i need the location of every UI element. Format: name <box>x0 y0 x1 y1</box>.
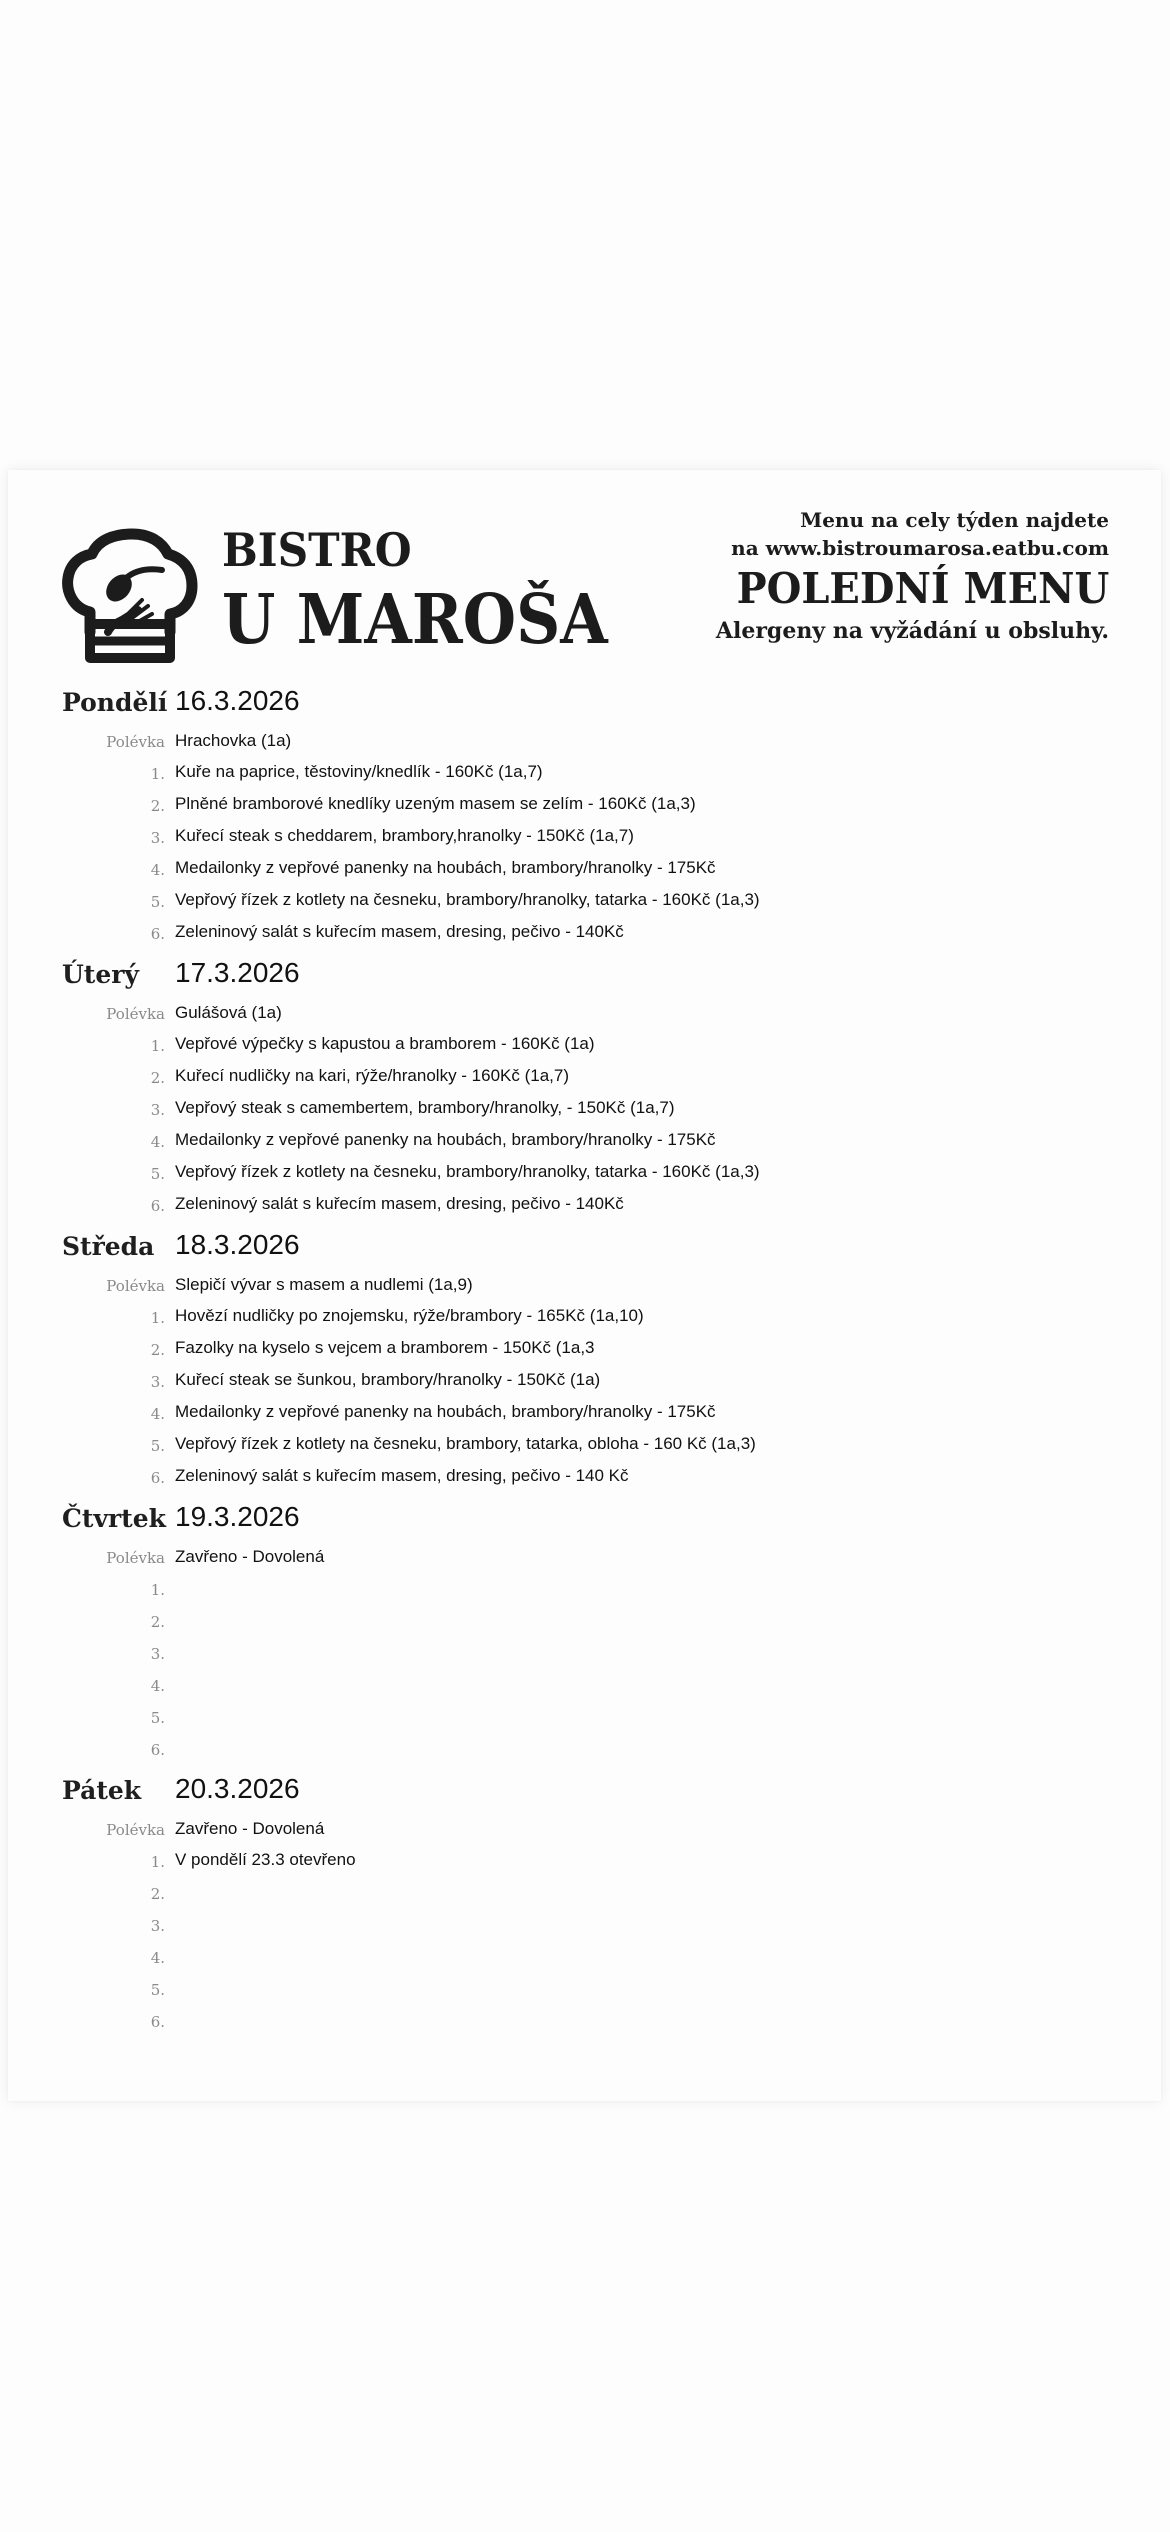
day-name: Pátek <box>62 1776 142 1805</box>
soup-label: Polévka <box>106 1821 165 1839</box>
day-name: Úterý <box>62 960 139 989</box>
item-number: 6. <box>150 925 165 943</box>
item-text: Zeleninový salát s kuřecím masem, dresing, pečivo - 140Kč <box>175 1194 624 1213</box>
day-date: 18.3.2026 <box>175 1229 300 1260</box>
brand-name <box>222 522 662 662</box>
soup-text: Hrachovka (1a) <box>175 731 292 750</box>
item-number: 3. <box>150 1645 165 1663</box>
item-number: 5. <box>150 893 165 911</box>
menu-item-row <box>8 855 1161 887</box>
day-name: Pondělí <box>62 688 168 717</box>
menu-item-row <box>8 1431 1161 1463</box>
menu-item-row <box>8 791 1161 823</box>
soup-text: Zavřeno - Dovolená <box>175 1819 325 1838</box>
soup-row <box>8 1544 1161 1576</box>
item-number: 6. <box>150 1741 165 1759</box>
menu-item-row <box>8 1703 1161 1735</box>
menu-item-row <box>8 1095 1161 1127</box>
item-number: 5. <box>150 1165 165 1183</box>
day-section-monday <box>8 684 1161 956</box>
soup-row <box>8 1816 1161 1848</box>
day-section-friday <box>8 1772 1161 2044</box>
menu-item-row <box>8 1879 1161 1911</box>
menu-item-row <box>8 1127 1161 1159</box>
item-number: 1. <box>150 1309 165 1327</box>
menu-item-row <box>8 1943 1161 1975</box>
item-text: Kuřecí steak s cheddarem, brambory,hranolky - 150Kč (1a,7) <box>175 826 634 845</box>
item-text: Zeleninový salát s kuřecím masem, dresing, pečivo - 140Kč <box>175 922 624 941</box>
item-number: 4. <box>150 861 165 879</box>
menu-item-row <box>8 2007 1161 2039</box>
item-text: Vepřový steak s camembertem, brambory/hranolky, - 150Kč (1a,7) <box>175 1098 675 1117</box>
item-number: 5. <box>150 1981 165 1999</box>
item-text: Hovězí nudličky po znojemsku, rýže/brambory - 165Kč (1a,10) <box>175 1306 644 1325</box>
menu-item-row <box>8 1607 1161 1639</box>
soup-label: Polévka <box>106 733 165 751</box>
item-text: Zeleninový salát s kuřecím masem, dresing, pečivo - 140 Kč <box>175 1466 629 1485</box>
item-number: 6. <box>150 1197 165 1215</box>
soup-text: Gulášová (1a) <box>175 1003 282 1022</box>
item-number: 2. <box>150 1885 165 1903</box>
weekly-menu-note: Menu na cely týden najdete <box>800 508 1109 532</box>
item-number: 3. <box>150 1917 165 1935</box>
menu-item-row <box>8 1735 1161 1767</box>
item-text: Kuře na paprice, těstoviny/knedlík - 160Kč (1a,7) <box>175 762 543 781</box>
day-section-tuesday <box>8 956 1161 1228</box>
item-number: 5. <box>150 1709 165 1727</box>
day-section-thursday <box>8 1500 1161 1772</box>
item-text: Plněné bramborové knedlíky uzeným masem se zelím - 160Kč (1a,3) <box>175 794 696 813</box>
item-number: 2. <box>150 1341 165 1359</box>
item-text: Kuřecí steak se šunkou, brambory/hranolky - 150Kč (1a) <box>175 1370 601 1389</box>
allergen-note: Alergeny na vyžádání u obsluhy. <box>715 618 1109 644</box>
item-number: 4. <box>150 1133 165 1151</box>
item-number: 1. <box>150 765 165 783</box>
menu-item-row <box>8 1031 1161 1063</box>
day-section-wednesday <box>8 1228 1161 1500</box>
day-date: 17.3.2026 <box>175 957 300 988</box>
menu-item-row <box>8 1191 1161 1223</box>
menu-item-row <box>8 1639 1161 1671</box>
menu-item-row <box>8 887 1161 919</box>
soup-row <box>8 1272 1161 1304</box>
item-number: 2. <box>150 797 165 815</box>
soup-row <box>8 728 1161 760</box>
website-link[interactable]: na www.bistroumarosa.eatbu.com <box>731 536 1109 560</box>
menu-item-row <box>8 1847 1161 1879</box>
menu-item-row <box>8 1671 1161 1703</box>
item-text: Vepřové výpečky s kapustou a bramborem - 160Kč (1a) <box>175 1034 595 1053</box>
menu-item-row <box>8 1159 1161 1191</box>
item-text: V pondělí 23.3 otevřeno <box>175 1850 356 1869</box>
menu-card <box>8 470 1161 2101</box>
item-text: Medailonky z vepřové panenky na houbách, brambory/hranolky - 175Kč <box>175 858 716 877</box>
item-number: 4. <box>150 1405 165 1423</box>
item-number: 6. <box>150 2013 165 2031</box>
soup-label: Polévka <box>106 1277 165 1295</box>
item-text: Vepřový řízek z kotlety na česneku, brambory, tatarka, obloha - 160 Kč (1a,3) <box>175 1434 756 1453</box>
page-title: POLEDNÍ MENU <box>736 564 1109 613</box>
item-number: 2. <box>150 1069 165 1087</box>
brand-logo <box>62 522 662 672</box>
menu-item-row <box>8 759 1161 791</box>
menu-item-row <box>8 1063 1161 1095</box>
soup-text: Slepičí vývar s masem a nudlemi (1a,9) <box>175 1275 473 1294</box>
menu-item-row <box>8 823 1161 855</box>
menu-item-row <box>8 1399 1161 1431</box>
soup-row <box>8 1000 1161 1032</box>
menu-item-row <box>8 1911 1161 1943</box>
item-text: Fazolky na kyselo s vejcem a bramborem - 150Kč (1a,3 <box>175 1338 595 1357</box>
item-number: 1. <box>150 1853 165 1871</box>
item-text: Vepřový řízek z kotlety na česneku, brambory/hranolky, tatarka - 160Kč (1a,3) <box>175 1162 760 1181</box>
menu-item-row <box>8 1975 1161 2007</box>
item-number: 6. <box>150 1469 165 1487</box>
item-text: Medailonky z vepřové panenky na houbách, brambory/hranolky - 175Kč <box>175 1402 716 1421</box>
item-number: 1. <box>150 1581 165 1599</box>
item-number: 3. <box>150 1373 165 1391</box>
soup-text: Zavřeno - Dovolená <box>175 1547 325 1566</box>
menu-item-row <box>8 1335 1161 1367</box>
item-text: Kuřecí nudličky na kari, rýže/hranolky - 160Kč (1a,7) <box>175 1066 570 1085</box>
soup-label: Polévka <box>106 1005 165 1023</box>
menu-header <box>716 506 1109 646</box>
menu-item-row <box>8 1575 1161 1607</box>
menu-item-row <box>8 1367 1161 1399</box>
menu-item-row <box>8 1303 1161 1335</box>
item-number: 3. <box>150 829 165 847</box>
soup-label: Polévka <box>106 1549 165 1567</box>
item-number: 1. <box>150 1037 165 1055</box>
day-date: 19.3.2026 <box>175 1501 300 1532</box>
menu-item-row <box>8 1463 1161 1495</box>
menu-item-row <box>8 919 1161 951</box>
chef-hat-with-spoon-fork-icon <box>62 528 202 668</box>
item-number: 2. <box>150 1613 165 1631</box>
day-name: Čtvrtek <box>62 1504 166 1533</box>
item-text: Medailonky z vepřové panenky na houbách, brambory/hranolky - 175Kč <box>175 1130 716 1149</box>
item-number: 5. <box>150 1437 165 1455</box>
day-list <box>8 684 1161 2044</box>
day-date: 16.3.2026 <box>175 685 300 716</box>
brand-name-line1: BISTRO <box>222 523 412 577</box>
day-date: 20.3.2026 <box>175 1773 300 1804</box>
brand-name-line2: U MAROŠA <box>222 580 608 660</box>
item-number: 4. <box>150 1949 165 1967</box>
item-text: Vepřový řízek z kotlety na česneku, brambory/hranolky, tatarka - 160Kč (1a,3) <box>175 890 760 909</box>
item-number: 3. <box>150 1101 165 1119</box>
day-name: Středa <box>62 1232 155 1261</box>
item-number: 4. <box>150 1677 165 1695</box>
